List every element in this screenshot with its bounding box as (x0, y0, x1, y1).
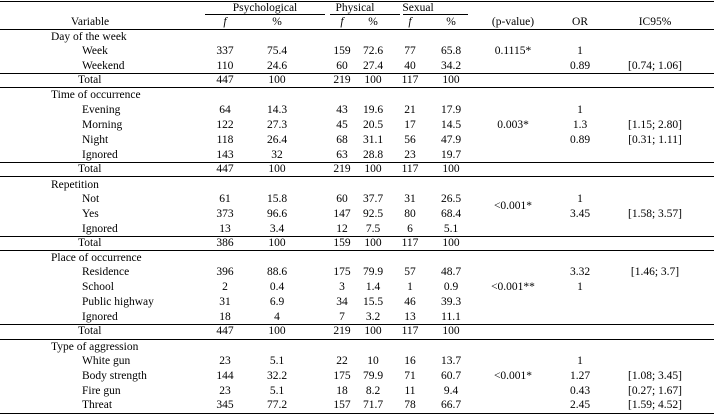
rep-total-rule (0, 236, 714, 237)
place-row-cell: 0.4 (269, 281, 285, 293)
day-row-cell: 159 (333, 45, 351, 57)
day-total-cell: 447 (216, 74, 234, 86)
place-row-cell: 11.1 (441, 311, 461, 323)
day-ic95: [0.74; 1.06] (628, 60, 682, 72)
place-row-cell: 15.5 (362, 296, 384, 308)
time-total-cell: 100 (364, 163, 382, 175)
time-or: 1 (577, 104, 583, 116)
time-row-label: Evening (82, 104, 121, 116)
time-row-cell: 26.4 (266, 134, 288, 146)
agg-row-label: Fire gun (82, 385, 121, 397)
rep-total-cell: 117 (401, 237, 419, 249)
rep-total-cell: 386 (216, 237, 234, 249)
day-total-rule (0, 73, 714, 74)
rep-row-label: Ignored (82, 223, 118, 235)
time-total-rule (0, 162, 714, 163)
agg-row-cell: 77.2 (266, 399, 288, 411)
agg-row-cell: 16 (404, 355, 416, 367)
header-ic95: IC95% (638, 16, 672, 28)
place-row-cell: 79.9 (362, 266, 384, 278)
time-row-cell: 56 (404, 134, 416, 146)
agg-row-cell: 13.7 (440, 355, 462, 367)
day-row-cell: 77 (404, 45, 416, 57)
agg-row-cell: 157 (333, 399, 351, 411)
time-row-cell: 68 (336, 134, 348, 146)
place-row-cell: 175 (333, 266, 351, 278)
time-row-cell: 20.5 (362, 119, 384, 131)
place-row-cell: 4 (274, 311, 280, 323)
rep-total-cell: 159 (333, 237, 351, 249)
rep-row-cell: 6 (407, 223, 413, 235)
header-sexual: Sexual (402, 2, 434, 14)
agg-or: 2.45 (569, 399, 591, 411)
time-row-label: Night (82, 134, 109, 146)
time-total-cell: 219 (333, 163, 351, 175)
rep-total-label: Total (78, 237, 102, 249)
day-or: 1 (577, 45, 583, 57)
rep-total-cell: 100 (364, 237, 382, 249)
day-title: Day of the week (51, 31, 127, 43)
time-row-cell: 45 (336, 119, 348, 131)
rep-or: 3.45 (569, 208, 591, 220)
time-row-cell: 28.8 (362, 149, 384, 161)
time-or: 0.89 (569, 134, 591, 146)
header-pct-psych: % (272, 16, 282, 28)
time-bottom-rule (0, 176, 714, 177)
place-row-cell: 31 (219, 296, 231, 308)
agg-row-cell: 79.9 (362, 370, 384, 382)
time-row-cell: 64 (219, 104, 231, 116)
place-row-cell: 6.9 (269, 296, 285, 308)
rep-total-cell: 100 (442, 237, 460, 249)
rep-row-cell: 68.4 (440, 208, 462, 220)
time-row-cell: 118 (216, 134, 234, 146)
time-row-cell: 14.3 (266, 104, 288, 116)
day-row-cell: 110 (216, 60, 234, 72)
rep-row-cell: 13 (219, 223, 231, 235)
header-variable: Variable (70, 16, 110, 28)
place-row-cell: 3 (339, 281, 345, 293)
agg-row-label: Body strength (82, 370, 147, 382)
place-total-cell: 100 (268, 325, 286, 337)
agg-row-cell: 71 (404, 370, 416, 382)
place-or: 3.32 (569, 266, 591, 278)
rep-title: Repetition (51, 179, 99, 191)
agg-row-cell: 10 (367, 355, 379, 367)
place-row-cell: 46 (404, 296, 416, 308)
rep-total-cell: 100 (268, 237, 286, 249)
rep-or: 1 (577, 193, 583, 205)
time-ic95: [1.15; 2.80] (628, 119, 682, 131)
agg-row-cell: 18 (336, 385, 348, 397)
place-row-label: Ignored (82, 311, 118, 323)
place-row-cell: 396 (216, 266, 234, 278)
rep-row-cell: 60 (336, 193, 348, 205)
place-total-cell: 219 (333, 325, 351, 337)
agg-row-cell: 8.2 (365, 385, 381, 397)
place-title: Place of occurrence (51, 252, 142, 264)
place-row-cell: 18 (219, 311, 231, 323)
agg-bottom-rule (0, 413, 714, 414)
place-row-cell: 39.3 (440, 296, 462, 308)
agg-ic95: [0.27; 1.67] (628, 385, 682, 397)
agg-row-cell: 345 (216, 399, 234, 411)
place-total-rule (0, 324, 714, 325)
agg-row-cell: 144 (216, 370, 234, 382)
time-or: 1.3 (572, 119, 588, 131)
time-total-label: Total (78, 163, 102, 175)
day-row-cell: 60 (336, 60, 348, 72)
place-total-cell: 100 (364, 325, 382, 337)
time-row-cell: 32 (271, 149, 283, 161)
rep-row-cell: 12 (336, 223, 348, 235)
place-row-cell: 13 (404, 311, 416, 323)
agg-row-cell: 60.7 (440, 370, 462, 382)
agg-row-cell: 23 (219, 385, 231, 397)
agg-row-cell: 5.1 (269, 385, 285, 397)
time-total-cell: 117 (401, 163, 419, 175)
header-psychological: Psychological (232, 2, 298, 14)
rep-row-cell: 37.7 (362, 193, 384, 205)
place-ic95: [1.46; 3.7] (630, 266, 680, 278)
header-f-sex: f (408, 16, 412, 28)
day-total-cell: 100 (268, 74, 286, 86)
rep-row-cell: 80 (404, 208, 416, 220)
place-row-cell: 88.6 (266, 266, 288, 278)
agg-row-cell: 23 (219, 355, 231, 367)
agg-row-cell: 22 (336, 355, 348, 367)
time-row-cell: 31.1 (362, 134, 384, 146)
day-total-cell: 100 (364, 74, 382, 86)
time-total-cell: 447 (216, 163, 234, 175)
time-row-cell: 19.6 (362, 104, 384, 116)
place-row-cell: 3.2 (365, 311, 381, 323)
time-row-cell: 122 (216, 119, 234, 131)
place-total-cell: 117 (401, 325, 419, 337)
time-total-cell: 100 (268, 163, 286, 175)
header-physical: Physical (335, 2, 375, 14)
header-pvalue: (p-value) (491, 16, 535, 28)
time-row-label: Morning (82, 119, 123, 131)
place-row-cell: 57 (404, 266, 416, 278)
time-total-cell: 100 (442, 163, 460, 175)
place-total-cell: 447 (216, 325, 234, 337)
place-row-cell: 48.7 (440, 266, 462, 278)
time-row-cell: 21 (404, 104, 416, 116)
day-row-cell: 40 (404, 60, 416, 72)
rep-row-cell: 92.5 (362, 208, 384, 220)
header-f-phys: f (340, 16, 344, 28)
time-row-cell: 47.9 (440, 134, 462, 146)
time-row-label: Ignored (82, 149, 118, 161)
place-row-cell: 7 (339, 311, 345, 323)
rep-row-label: Not (82, 193, 100, 205)
place-pvalue: <0.001** (491, 281, 535, 293)
place-row-cell: 2 (222, 281, 228, 293)
time-pvalue: 0.003* (497, 119, 529, 131)
place-row-label: Public highway (82, 296, 154, 308)
day-row-cell: 65.8 (440, 45, 462, 57)
day-total-cell: 219 (333, 74, 351, 86)
day-total-label: Total (78, 74, 102, 86)
agg-pvalue: <0.001* (493, 370, 533, 382)
day-row-cell: 75.4 (266, 45, 288, 57)
day-total-cell: 117 (401, 74, 419, 86)
agg-row-cell: 66.7 (440, 399, 462, 411)
day-or: 0.89 (569, 60, 591, 72)
rep-ic95: [1.58; 3.57] (628, 208, 682, 220)
day-row-label: Weekend (82, 60, 125, 72)
agg-row-cell: 5.1 (269, 355, 285, 367)
place-row-cell: 1.4 (365, 281, 381, 293)
time-row-cell: 19.7 (440, 149, 462, 161)
time-title: Time of occurrence (51, 89, 141, 101)
day-row-cell: 34.2 (440, 60, 462, 72)
rep-row-label: Yes (82, 208, 99, 220)
place-total-label: Total (78, 325, 102, 337)
place-total-cell: 100 (442, 325, 460, 337)
agg-or: 1.27 (569, 370, 591, 382)
header-pct-phys: % (368, 16, 378, 28)
time-row-cell: 27.3 (266, 119, 288, 131)
agg-row-label: White gun (82, 355, 131, 367)
day-row-label: Week (82, 45, 108, 57)
agg-ic95: [1.08; 3.45] (628, 370, 682, 382)
place-or: 1 (577, 281, 583, 293)
rep-row-cell: 5.1 (443, 223, 459, 235)
time-row-cell: 17 (404, 119, 416, 131)
header-or: OR (572, 16, 588, 28)
agg-row-cell: 175 (333, 370, 351, 382)
rep-row-cell: 31 (404, 193, 416, 205)
day-row-cell: 337 (216, 45, 234, 57)
agg-row-cell: 11 (404, 385, 416, 397)
rep-row-cell: 147 (333, 208, 351, 220)
rep-row-cell: 96.6 (266, 208, 288, 220)
day-pvalue: 0.1115* (494, 45, 532, 57)
agg-or: 0.43 (569, 385, 591, 397)
place-row-label: School (82, 281, 114, 293)
agg-row-label: Threat (82, 399, 113, 411)
time-row-cell: 14.5 (440, 119, 462, 131)
agg-row-cell: 32.2 (266, 370, 288, 382)
time-row-cell: 143 (216, 149, 234, 161)
rep-row-cell: 373 (216, 208, 234, 220)
place-row-cell: 1 (407, 281, 413, 293)
place-row-label: Residence (82, 266, 130, 278)
day-total-cell: 100 (442, 74, 460, 86)
time-row-cell: 43 (336, 104, 348, 116)
agg-ic95: [1.59; 4.52] (628, 399, 682, 411)
day-row-cell: 72.6 (362, 45, 384, 57)
day-row-cell: 24.6 (266, 60, 288, 72)
rep-row-cell: 15.8 (266, 193, 288, 205)
time-row-cell: 63 (336, 149, 348, 161)
agg-row-cell: 9.4 (443, 385, 459, 397)
time-row-cell: 23 (404, 149, 416, 161)
agg-row-cell: 78 (404, 399, 416, 411)
rep-row-cell: 26.5 (440, 193, 462, 205)
rep-row-cell: 61 (219, 193, 231, 205)
place-row-cell: 34 (336, 296, 348, 308)
day-row-cell: 27.4 (362, 60, 384, 72)
rep-row-cell: 3.4 (269, 223, 285, 235)
header-f-psych: f (223, 16, 227, 28)
agg-or: 1 (577, 355, 583, 367)
rep-pvalue: <0.001* (493, 200, 533, 212)
rep-row-cell: 7.5 (365, 223, 381, 235)
time-ic95: [0.31; 1.11] (628, 134, 682, 146)
header-pct-sex: % (446, 16, 456, 28)
time-row-cell: 17.9 (440, 104, 462, 116)
agg-title: Type of aggression (51, 341, 139, 353)
place-row-cell: 0.9 (443, 281, 459, 293)
agg-row-cell: 71.7 (362, 399, 384, 411)
